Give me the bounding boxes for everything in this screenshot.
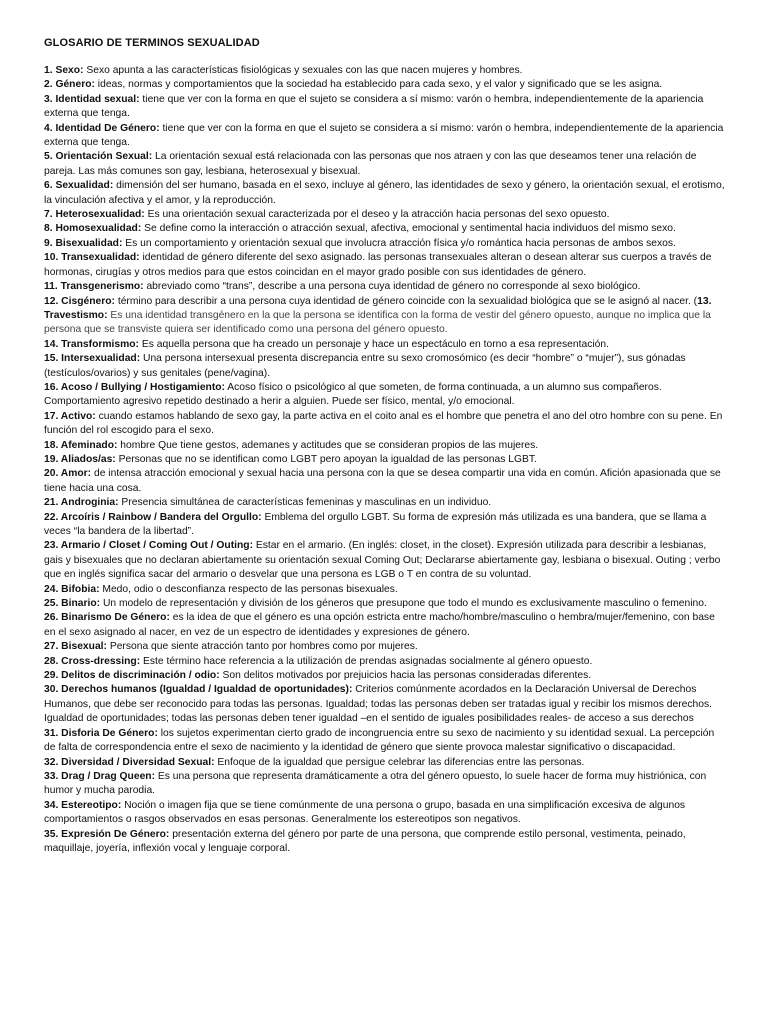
glossary-term: 16. Acoso / Bullying / Hostigamiento: — [44, 381, 225, 393]
glossary-entry — [44, 280, 728, 294]
glossary-entry — [44, 539, 728, 582]
glossary-entry — [44, 770, 728, 799]
glossary-term: 2. Género: — [44, 79, 95, 91]
glossary-definition: La orientación sexual está relacionada con las personas que nos atraen y con las que deseamos tener una relación de pareja. Las más comunes son gay, lesbiana, heterosexual y bisexual. — [44, 151, 697, 177]
glossary-definition: Un modelo de representación y división de los géneros que presupone que todo el mundo es exclusivamente masculino o femenino. — [100, 598, 707, 610]
glossary-term: 28. Cross-dressing: — [44, 655, 141, 667]
glossary-entry — [44, 799, 728, 828]
glossary-definition: término para describir a una persona cuya identidad de género coincide con la sexualidad biológica que se le asignó al nacer. ( — [114, 295, 698, 307]
glossary-term: 17. Activo: — [44, 410, 96, 422]
glossary-term: 1. Sexo: — [44, 65, 84, 76]
glossary-term: 9. Bisexualidad: — [44, 237, 123, 249]
glossary-definition: Sexo apunta a las características fisiológicas y sexuales con las que nacen mujeres y hombres. — [83, 65, 523, 76]
glossary-definition: Estar en el armario. (En inglés: closet, in the closet). Expresión utilizada para describir a lesbianas, gais y bisexuales que no declaran abiertamente su orientación sexual Coming Out; Declararse abiertamente gay, lesbiana o bisexual. Outing ; verbo que en inglés significa sacar del armario o desvelar que una persona es LGB o T en contra de su voluntad. — [44, 540, 721, 581]
glossary-definition: Este término hace referencia a la utilización de prendas asignadas socialmente al género opuesto. — [140, 655, 593, 667]
glossary-entry — [44, 222, 728, 236]
glossary-definition: Presencia simultánea de características femeninas y masculinas en un individuo. — [118, 497, 492, 509]
glossary-term: 34. Estereotipo: — [44, 799, 122, 811]
glossary-entry — [44, 611, 728, 640]
glossary-entry — [44, 828, 728, 857]
glossary-entry — [44, 381, 728, 410]
glossary-definition: Personas que no se identifican como LGBT pero apoyan la igualdad de las personas LGBT. — [115, 453, 537, 465]
glossary-term: 31. Disforia De Género: — [44, 727, 158, 739]
glossary-entry — [44, 150, 728, 179]
glossary-term: 29. Delitos de discriminación / odio: — [44, 670, 220, 682]
glossary-definition: Criterios comúnmente acordados en la Declaración Universal de Derechos Humanos, que debe ser reconocido para todas las personas. Igualdad; todas las personas deben ser tratadas igual y recibir los mismos derechos. Igualdad de oportunidades; todas las personas deben tener igualdad –en el sentido de iguales posibilidades reales- de acceso a sus derechos — [44, 684, 712, 725]
glossary-term: 7. Heterosexualidad: — [44, 209, 145, 221]
glossary-term: 14. Transformismo: — [44, 338, 139, 350]
glossary-entry — [44, 295, 728, 338]
glossary-term: 5. Orientación Sexual: — [44, 151, 153, 163]
glossary-definition: Es aquella persona que ha creado un personaje y hace un espectáculo en torno a esa representación. — [139, 338, 609, 350]
glossary-definition: Noción o imagen fija que se tiene comúnmente de una persona o grupo, basada en una simplificación excesiva de algunos comportamientos o rasgos observados en esas personas. Generalmente los estereotipos son negativos. — [44, 799, 686, 826]
glossary-entry — [44, 439, 728, 453]
glossary-term: 21. Androginia: — [44, 497, 119, 509]
glossary-entry — [44, 496, 728, 510]
glossary-term: 20. Amor: — [44, 468, 92, 480]
glossary-entry — [44, 122, 728, 151]
glossary-entry — [44, 583, 728, 597]
glossary-term: 15. Intersexualidad: — [44, 353, 141, 365]
glossary-definition: de intensa atracción emocional y sexual hacia una persona con la que se desea compartir una vida en común. Afición apasionada que se tiene hacia una cosa. — [44, 468, 721, 494]
glossary-entry — [44, 237, 728, 251]
glossary-term: 11. Transgenerismo: — [44, 281, 144, 293]
glossary-term: 32. Diversidad / Diversidad Sexual: — [44, 756, 215, 768]
glossary-entry — [44, 208, 728, 222]
glossary-definition: identidad de género diferente del sexo asignado. las personas transexuales alteran o desean alterar sus cuerpos a través de hormonas, cirugías y otros medios para que estos coincidan en el mayor grado posible con sus identidades de género. — [44, 252, 712, 278]
glossary-definition: presentación externa del género por parte de una persona, que comprende estilo personal, vestimenta, peinado, maquillaje, joyería, inflexión vocal y lenguaje corporal. — [44, 828, 686, 854]
glossary-term: 33. Drag / Drag Queen: — [44, 770, 156, 782]
glossary-term: 19. Aliados/as: — [44, 453, 116, 465]
glossary-entry — [44, 410, 728, 439]
glossary-definition: Es una orientación sexual caracterizada por el deseo y la atracción hacia personas del sexo opuesto. — [144, 209, 610, 221]
glossary-definition: Es una persona que representa dramáticamente a otra del género opuesto, lo suele hacer de forma muy histriónica, con humor y mucha parodia. — [44, 770, 707, 797]
glossary-definition: tiene que ver con la forma en que el sujeto se considera a sí mismo: varón o hembra, independientemente de la apariencia externa que tenga. — [44, 122, 724, 149]
glossary-entry — [44, 756, 728, 770]
glossary-term: 30. Derechos humanos (Igualdad / Igualdad de oportunidades): — [44, 684, 353, 696]
glossary-term: 27. Bisexual: — [44, 641, 107, 653]
glossary-term: 18. Afeminado: — [44, 439, 118, 451]
glossary-term: 26. Binarismo De Género: — [44, 612, 170, 624]
glossary-entry — [44, 640, 728, 654]
glossary-term: 3. Identidad sexual: — [44, 93, 140, 105]
glossary-term: 22. Arcoíris / Rainbow / Bandera del Orgullo: — [44, 511, 262, 523]
glossary-entry — [44, 669, 728, 683]
glossary-definition: Es una identidad transgénero en la que la persona se identifica con la forma de vestir del género opuesto, aunque no implica que la persona que se transviste quiera ser identificado como una persona del género opuesto. — [44, 309, 711, 336]
glossary-entry — [44, 655, 728, 669]
glossary-term: 10. Transexualidad: — [44, 252, 140, 264]
glossary-entry — [44, 453, 728, 467]
glossary-definition: Una persona intersexual presenta discrepancia entre su sexo cromosómico (es decir “hombre” o “mujer”), sus gónadas (testículos/ovarios) y sus genitales (pene/vagina). — [44, 353, 686, 379]
glossary-entry — [44, 78, 728, 92]
glossary-definition: Emblema del orgullo LGBT. Su forma de expresión más utilizada es una bandera, que se llama a veces “la bandera de la libertad”. — [44, 511, 707, 537]
glossary-definition: Se define como la interacción o atracción sexual, afectiva, emocional y sentimental hacia individuos del mismo sexo. — [141, 223, 676, 235]
glossary-definition: tiene que ver con la forma en que el sujeto se considera a sí mismo: varón o hembra, independientemente de la apariencia externa que tenga. — [44, 93, 704, 120]
glossary-definition: dimensión del ser humano, basada en el sexo, incluye al género, las identidades de sexo y género, la orientación sexual, el erotismo, la vinculación afectiva y el amor, y la reproducción. — [44, 180, 725, 206]
glossary-definition: hombre Que tiene gestos, ademanes y actitudes que se consideran propios de las mujeres. — [117, 439, 539, 451]
document-title: GLOSARIO DE TERMINOS SEXUALIDAD — [44, 37, 260, 49]
glossary-term: 23. Armario / Closet / Coming Out / Outing: — [44, 540, 253, 552]
glossary-definition: Medo, odio o desconfianza respecto de las personas bisexuales. — [99, 583, 398, 595]
glossary-term: 4. Identidad De Género: — [44, 122, 160, 134]
glossary-entry — [44, 251, 728, 280]
glossary-entry — [44, 467, 728, 496]
glossary-term: 12. Cisgénero: — [44, 295, 115, 307]
glossary-entry — [44, 64, 728, 78]
glossary-term: 8. Homosexualidad: — [44, 223, 142, 235]
glossary-definition: abreviado como “trans”, describe a una persona cuya identidad de género no corresponde al sexo biológico. — [143, 281, 641, 293]
glossary-definition: cuando estamos hablando de sexo gay, la parte activa en el coito anal es el hombre que penetra el ano del otro hombre con su pene. En función del rol escogido para el sexo. — [44, 410, 723, 437]
glossary-term: 25. Binario: — [44, 598, 101, 610]
glossary-definition: Persona que siente atracción tanto por hombres como por mujeres. — [106, 641, 418, 653]
glossary-definition: Son delitos motivados por prejuicios hacia las personas consideradas diferentes. — [219, 670, 592, 682]
glossary-entry — [44, 727, 728, 756]
glossary-entry — [44, 683, 728, 726]
glossary-entry — [44, 352, 728, 381]
glossary-definition: Enfoque de la igualdad que persigue celebrar las diferencias entre las personas. — [214, 756, 585, 768]
glossary-term: 6. Sexualidad: — [44, 180, 114, 192]
glossary-definition: es la idea de que el género es una opción estricta entre macho/hombre/masculino o hembra/mujer/femenino, con base en el sexo asignado al nacer, en vez de un espectro de identidades y expresiones de género. — [44, 612, 715, 638]
glossary-definition: Es un comportamiento y orientación sexual que involucra atracción física y/o romántica hacia personas de ambos sexos. — [122, 237, 676, 249]
glossary-entry — [44, 179, 728, 208]
glossary-entry — [44, 93, 728, 122]
glossary-definition: ideas, normas y comportamientos que la sociedad ha establecido para cada sexo, y el valor y significado que se les asigna. — [94, 79, 663, 91]
glossary-definition: los sujetos experimentan cierto grado de incongruencia entre su sexo de nacimiento y su identidad sexual. La percepción de falta de correspondencia entre el sexo de nacimiento y la identidad de género que siente provoca malestar significativo o discapacidad. — [44, 727, 715, 754]
glossary-entry — [44, 597, 728, 611]
glossary-term: 35. Expresión De Género: — [44, 828, 170, 840]
glossary-term: 24. Bifobia: — [44, 583, 100, 595]
glossary-term: 13. Travestismo: — [44, 295, 712, 321]
glossary-entry — [44, 338, 728, 352]
glossary-list — [44, 64, 728, 856]
glossary-definition: Acoso físico o psicológico al que someten, de forma continuada, a un alumno sus compañeros. Comportamiento agresivo repetido destinado a herir a alguien. Puede ser físico, mental, y/o emocional. — [44, 381, 662, 408]
glossary-entry — [44, 511, 728, 540]
